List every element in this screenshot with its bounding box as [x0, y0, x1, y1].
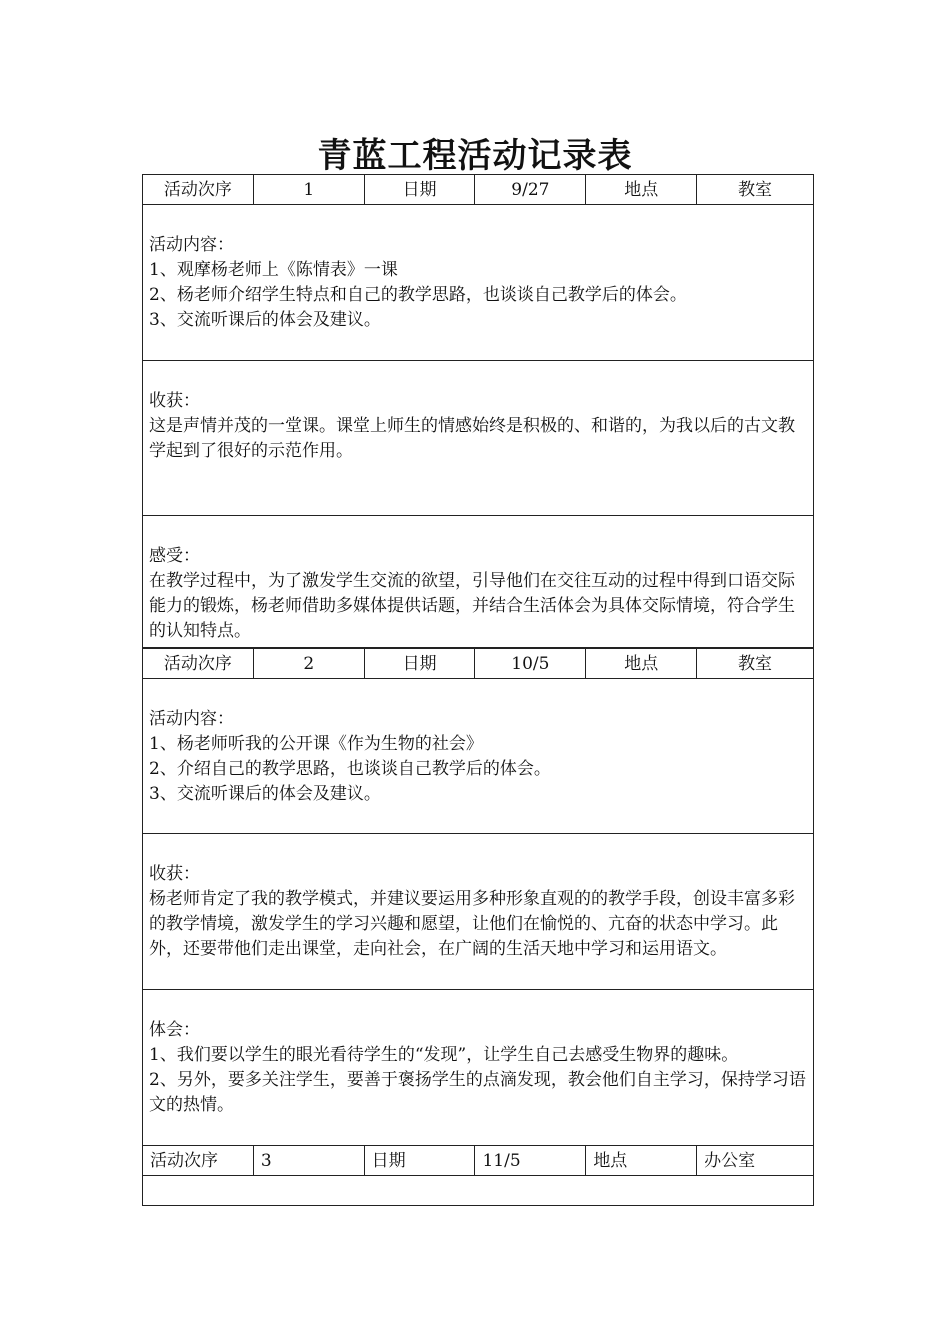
- seq-value: 2: [254, 649, 365, 679]
- content-heading: 活动内容：: [149, 235, 234, 255]
- place-label: 地点: [586, 175, 697, 205]
- feel-heading: 体会：: [149, 1020, 200, 1040]
- place-value: 办公室: [697, 1146, 814, 1176]
- date-value: 11/5: [475, 1146, 586, 1176]
- gain-heading: 收获：: [149, 391, 200, 411]
- gain-heading: 收获：: [149, 864, 200, 884]
- content-line: 2、介绍自己的教学思路，也谈谈自己教学后的体会。: [149, 759, 551, 779]
- feel-heading: 感受：: [149, 546, 200, 566]
- activity-header-row: [142, 174, 814, 205]
- place-value: 教室: [697, 175, 814, 205]
- feel-cell: [142, 990, 814, 1145]
- gain-text: 杨老师肯定了我的教学模式，并建议要运用多种形象直观的的教学手段，创设丰富多彩的教学情境，激发学生的学习兴趣和愿望，让他们在愉悦的、亢奋的状态中学习。此外，还要带他们走出课堂，走向社会，在广阔的生活天地中学习和运用语文。: [149, 889, 795, 959]
- content-line: 2、杨老师介绍学生特点和自己的教学思路，也谈谈自己教学后的体会。: [149, 285, 687, 305]
- seq-value: 1: [254, 175, 365, 205]
- page-title: 青蓝工程活动记录表: [317, 136, 633, 176]
- seq-label: 活动次序: [143, 1146, 254, 1176]
- activity-record-table: [142, 174, 814, 1206]
- date-value: 9/27: [475, 175, 586, 205]
- seq-label: 活动次序: [143, 175, 254, 205]
- activity-header-row: [142, 1145, 814, 1176]
- feel-line: 2、另外，要多关注学生，要善于褒扬学生的点滴发现，教会他们自主学习，保持学习语文的热情。: [149, 1070, 806, 1115]
- place-label: 地点: [586, 1146, 697, 1176]
- content-line: 1、观摩杨老师上《陈情表》一课: [149, 260, 398, 280]
- seq-label: 活动次序: [143, 649, 254, 679]
- date-value: 10/5: [475, 649, 586, 679]
- activity-content-cell: [142, 679, 814, 834]
- empty-content-cell: [142, 1176, 814, 1206]
- gain-cell: [142, 361, 814, 516]
- activity-header-row: [142, 647, 814, 679]
- content-line: 3、交流听课后的体会及建议。: [149, 310, 381, 330]
- gain-text: 这是声情并茂的一堂课。课堂上师生的情感始终是积极的、和谐的，为我以后的古文教学起到了很好的示范作用。: [149, 416, 795, 461]
- feel-cell: [142, 516, 814, 647]
- gain-cell: [142, 834, 814, 990]
- content-heading: 活动内容：: [149, 709, 234, 729]
- place-value: 教室: [697, 649, 814, 679]
- seq-value: 3: [254, 1146, 365, 1176]
- place-label: 地点: [586, 649, 697, 679]
- date-label: 日期: [365, 175, 476, 205]
- content-line: 3、交流听课后的体会及建议。: [149, 784, 381, 804]
- feel-text: 在教学过程中，为了激发学生交流的欲望，引导他们在交往互动的过程中得到口语交际能力的锻炼，杨老师借助多媒体提供话题，并结合生活体会为具体交际情境，符合学生的认知特点。: [149, 571, 795, 641]
- date-label: 日期: [365, 649, 476, 679]
- activity-content-cell: [142, 205, 814, 361]
- content-line: 1、杨老师听我的公开课《作为生物的社会》: [149, 734, 483, 754]
- feel-line: 1、我们要以学生的眼光看待学生的“发现”，让学生自己去感受生物界的趣味。: [149, 1045, 739, 1065]
- date-label: 日期: [365, 1146, 476, 1176]
